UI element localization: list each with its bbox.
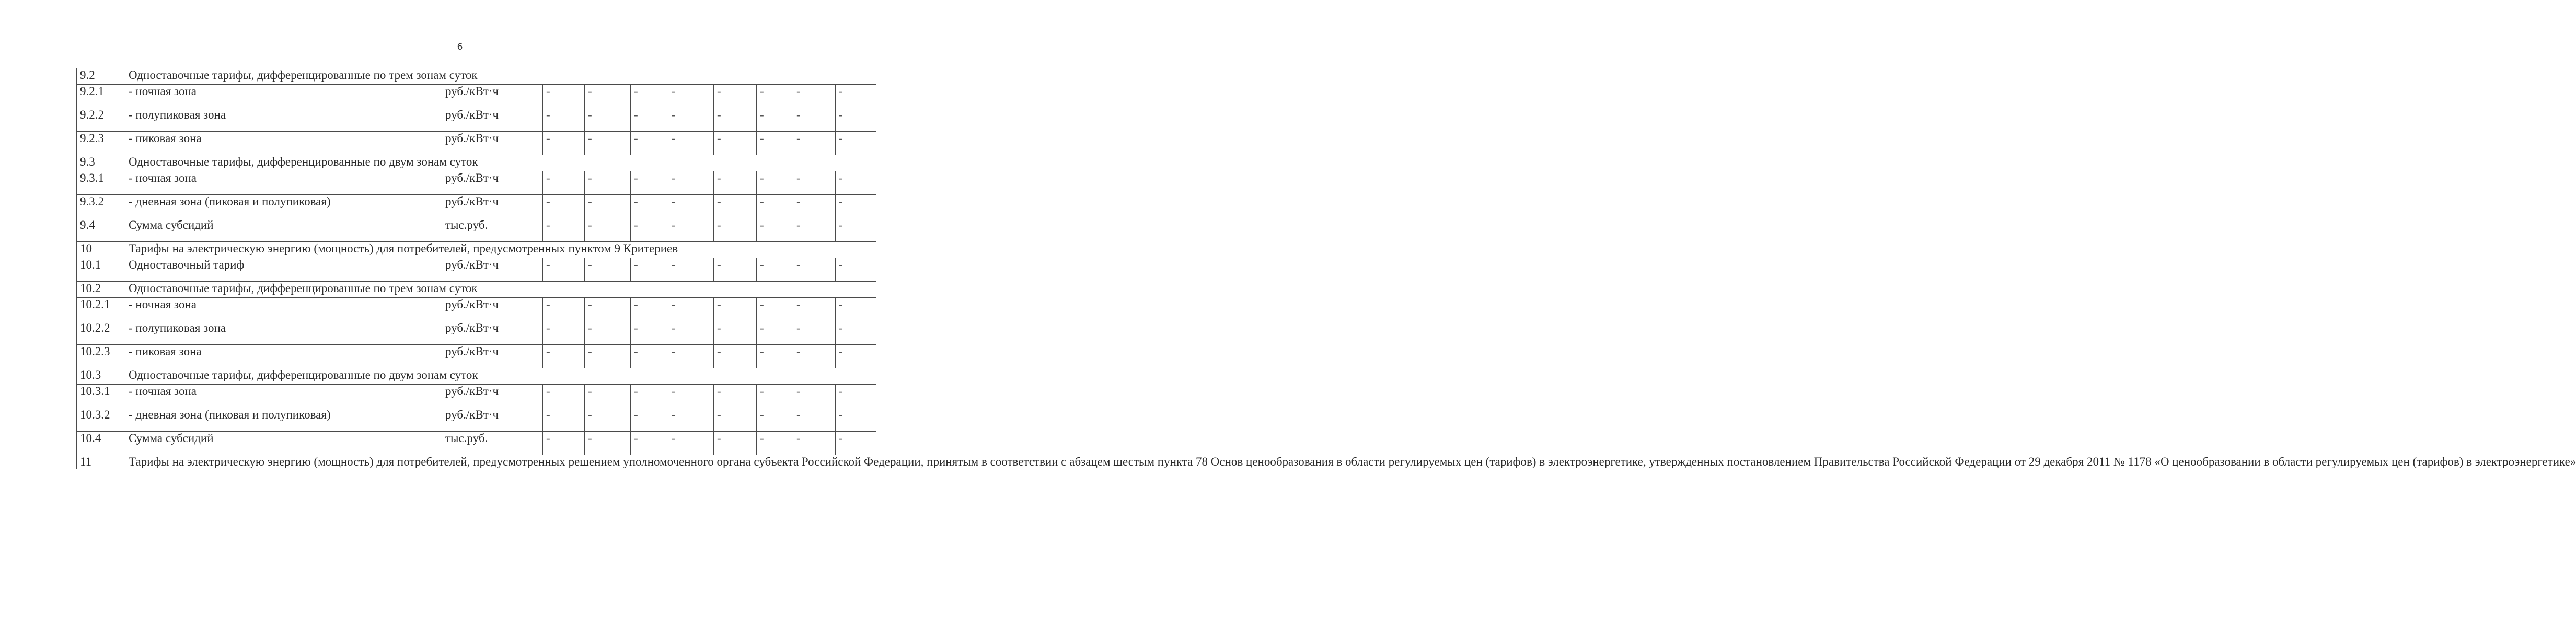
row-number: 10.2: [77, 282, 125, 298]
value-cell: -: [585, 432, 631, 455]
value-cell: -: [631, 298, 668, 321]
value-cell: -: [836, 171, 876, 195]
value-cell: -: [631, 385, 668, 408]
value-cell: -: [793, 195, 836, 218]
value-cell: -: [714, 218, 757, 242]
value-cell: -: [793, 298, 836, 321]
value-cell: -: [793, 132, 836, 155]
value-cell: -: [757, 258, 793, 282]
value-cell: -: [836, 298, 876, 321]
row-number: 9.3: [77, 155, 125, 171]
value-cell: -: [757, 321, 793, 345]
value-cell: -: [793, 432, 836, 455]
value-cell: -: [631, 108, 668, 132]
value-cell: -: [793, 385, 836, 408]
item-unit: тыс.руб.: [442, 218, 543, 242]
row-number: 9.4: [77, 218, 125, 242]
section-title: Одноставочные тарифы, дифференцированные по трем зонам суток: [125, 282, 876, 298]
row-number: 9.2.1: [77, 85, 125, 108]
value-cell: -: [631, 195, 668, 218]
value-cell: -: [543, 195, 585, 218]
value-cell: -: [757, 385, 793, 408]
value-cell: -: [714, 321, 757, 345]
section-title: Одноставочные тарифы, дифференцированные по трем зонам суток: [125, 68, 876, 85]
section-title: Одноставочные тарифы, дифференцированные по двум зонам суток: [125, 155, 876, 171]
item-unit: руб./кВт·ч: [442, 321, 543, 345]
value-cell: -: [714, 345, 757, 368]
value-cell: -: [757, 218, 793, 242]
section-description: Тарифы на электрическую энергию (мощность) для потребителей, предусмотренных решением уполномоченного органа субъекта Российской Федерации, принятым в соответствии с абзацем шестым пункта 78 Основ ценообразования в области регулируемых цен (тарифов) в электроэнергетике, утвержденных постановлением Правительства Российской Федерации от 29 декабря 2011 № 1178 «О ценообразовании в области регулируемых цен (тарифов) в электроэнергетике»: [125, 455, 876, 469]
value-cell: -: [714, 408, 757, 432]
value-cell: -: [585, 218, 631, 242]
value-cell: -: [793, 108, 836, 132]
row-number: 10.3.1: [77, 385, 125, 408]
value-cell: -: [543, 345, 585, 368]
value-cell: -: [836, 132, 876, 155]
row-number: 10: [77, 242, 125, 258]
value-cell: -: [543, 408, 585, 432]
section-header-row: [77, 68, 876, 85]
value-cell: -: [714, 385, 757, 408]
row-number: 10.4: [77, 432, 125, 455]
item-name: - полупиковая зона: [125, 321, 442, 345]
value-cell: -: [714, 108, 757, 132]
item-unit: руб./кВт·ч: [442, 195, 543, 218]
value-cell: -: [631, 171, 668, 195]
page-number: 6: [457, 42, 463, 52]
value-cell: -: [757, 195, 793, 218]
section-title: Одноставочные тарифы, дифференцированные по двум зонам суток: [125, 368, 876, 385]
section-header-row: [77, 242, 876, 258]
section-long-row: [77, 455, 876, 469]
item-unit: руб./кВт·ч: [442, 108, 543, 132]
value-cell: -: [793, 258, 836, 282]
value-cell: -: [631, 408, 668, 432]
item-unit: руб./кВт·ч: [442, 258, 543, 282]
value-cell: -: [585, 258, 631, 282]
value-cell: -: [585, 171, 631, 195]
table-row: [77, 85, 876, 108]
section-header-row: [77, 155, 876, 171]
row-number: 9.3.2: [77, 195, 125, 218]
value-cell: -: [757, 408, 793, 432]
value-cell: -: [836, 432, 876, 455]
value-cell: -: [668, 321, 714, 345]
table-row: [77, 171, 876, 195]
value-cell: -: [757, 132, 793, 155]
item-name: - ночная зона: [125, 171, 442, 195]
table-row: [77, 298, 876, 321]
row-number: 10.2.1: [77, 298, 125, 321]
item-name: - пиковая зона: [125, 132, 442, 155]
value-cell: -: [543, 108, 585, 132]
value-cell: -: [668, 385, 714, 408]
item-name: - ночная зона: [125, 298, 442, 321]
value-cell: -: [793, 218, 836, 242]
item-unit: руб./кВт·ч: [442, 171, 543, 195]
table-row: [77, 218, 876, 242]
value-cell: -: [793, 171, 836, 195]
item-name: Одноставочный тариф: [125, 258, 442, 282]
value-cell: -: [631, 132, 668, 155]
table-row: [77, 408, 876, 432]
row-number: 10.3: [77, 368, 125, 385]
section-header-row: [77, 282, 876, 298]
value-cell: -: [585, 132, 631, 155]
tariff-table: [76, 68, 2576, 469]
value-cell: -: [585, 85, 631, 108]
value-cell: -: [668, 258, 714, 282]
table-row: [77, 321, 876, 345]
item-unit: руб./кВт·ч: [442, 385, 543, 408]
document-sheet: [76, 68, 2576, 469]
value-cell: -: [668, 432, 714, 455]
value-cell: -: [714, 195, 757, 218]
value-cell: -: [757, 171, 793, 195]
item-name: - пиковая зона: [125, 345, 442, 368]
value-cell: -: [757, 432, 793, 455]
value-cell: -: [757, 108, 793, 132]
value-cell: -: [714, 298, 757, 321]
value-cell: -: [668, 298, 714, 321]
value-cell: -: [585, 385, 631, 408]
item-unit: руб./кВт·ч: [442, 345, 543, 368]
value-cell: -: [585, 408, 631, 432]
section-title: Тарифы на электрическую энергию (мощность) для потребителей, предусмотренных пунктом 9 Критериев: [125, 242, 876, 258]
row-number: 10.2.2: [77, 321, 125, 345]
value-cell: -: [631, 85, 668, 108]
value-cell: -: [631, 258, 668, 282]
value-cell: -: [631, 321, 668, 345]
row-number: 9.2: [77, 68, 125, 85]
value-cell: -: [714, 432, 757, 455]
value-cell: -: [836, 321, 876, 345]
value-cell: -: [836, 195, 876, 218]
item-name: - полупиковая зона: [125, 108, 442, 132]
value-cell: -: [631, 432, 668, 455]
value-cell: -: [793, 408, 836, 432]
value-cell: -: [757, 345, 793, 368]
value-cell: -: [757, 298, 793, 321]
value-cell: -: [668, 408, 714, 432]
item-unit: руб./кВт·ч: [442, 132, 543, 155]
item-name: Сумма субсидий: [125, 218, 442, 242]
value-cell: -: [668, 171, 714, 195]
value-cell: -: [836, 85, 876, 108]
value-cell: -: [836, 345, 876, 368]
value-cell: -: [543, 132, 585, 155]
item-unit: руб./кВт·ч: [442, 85, 543, 108]
row-number: 10.1: [77, 258, 125, 282]
value-cell: -: [836, 385, 876, 408]
value-cell: -: [543, 298, 585, 321]
item-unit: руб./кВт·ч: [442, 298, 543, 321]
value-cell: -: [543, 385, 585, 408]
value-cell: -: [668, 218, 714, 242]
value-cell: -: [543, 432, 585, 455]
item-unit: тыс.руб.: [442, 432, 543, 455]
table-row: [77, 258, 876, 282]
value-cell: -: [836, 108, 876, 132]
value-cell: -: [585, 108, 631, 132]
value-cell: -: [714, 85, 757, 108]
value-cell: -: [836, 258, 876, 282]
table-row: [77, 132, 876, 155]
item-unit: руб./кВт·ч: [442, 408, 543, 432]
value-cell: -: [714, 132, 757, 155]
table-row: [77, 345, 876, 368]
row-number: 10.2.3: [77, 345, 125, 368]
value-cell: -: [585, 321, 631, 345]
value-cell: -: [757, 85, 793, 108]
item-name: - дневная зона (пиковая и полупиковая): [125, 408, 442, 432]
value-cell: -: [714, 171, 757, 195]
value-cell: -: [793, 321, 836, 345]
value-cell: -: [668, 195, 714, 218]
value-cell: -: [543, 258, 585, 282]
item-name: - ночная зона: [125, 85, 442, 108]
value-cell: -: [631, 345, 668, 368]
value-cell: -: [668, 108, 714, 132]
value-cell: -: [836, 218, 876, 242]
value-cell: -: [543, 85, 585, 108]
value-cell: -: [668, 345, 714, 368]
value-cell: -: [836, 408, 876, 432]
table-row: [77, 195, 876, 218]
table-row: [77, 432, 876, 455]
row-number: 9.2.2: [77, 108, 125, 132]
value-cell: -: [793, 345, 836, 368]
value-cell: -: [714, 258, 757, 282]
section-header-row: [77, 368, 876, 385]
value-cell: -: [793, 85, 836, 108]
value-cell: -: [668, 132, 714, 155]
table-row: [77, 385, 876, 408]
value-cell: -: [585, 298, 631, 321]
table-row: [77, 108, 876, 132]
row-number: 10.3.2: [77, 408, 125, 432]
row-number: 9.2.3: [77, 132, 125, 155]
value-cell: -: [543, 218, 585, 242]
item-name: - дневная зона (пиковая и полупиковая): [125, 195, 442, 218]
value-cell: -: [668, 85, 714, 108]
value-cell: -: [543, 321, 585, 345]
row-number: 9.3.1: [77, 171, 125, 195]
row-number: 11: [77, 455, 125, 469]
item-name: Сумма субсидий: [125, 432, 442, 455]
value-cell: -: [585, 345, 631, 368]
value-cell: -: [585, 195, 631, 218]
item-name: - ночная зона: [125, 385, 442, 408]
value-cell: -: [631, 218, 668, 242]
value-cell: -: [543, 171, 585, 195]
